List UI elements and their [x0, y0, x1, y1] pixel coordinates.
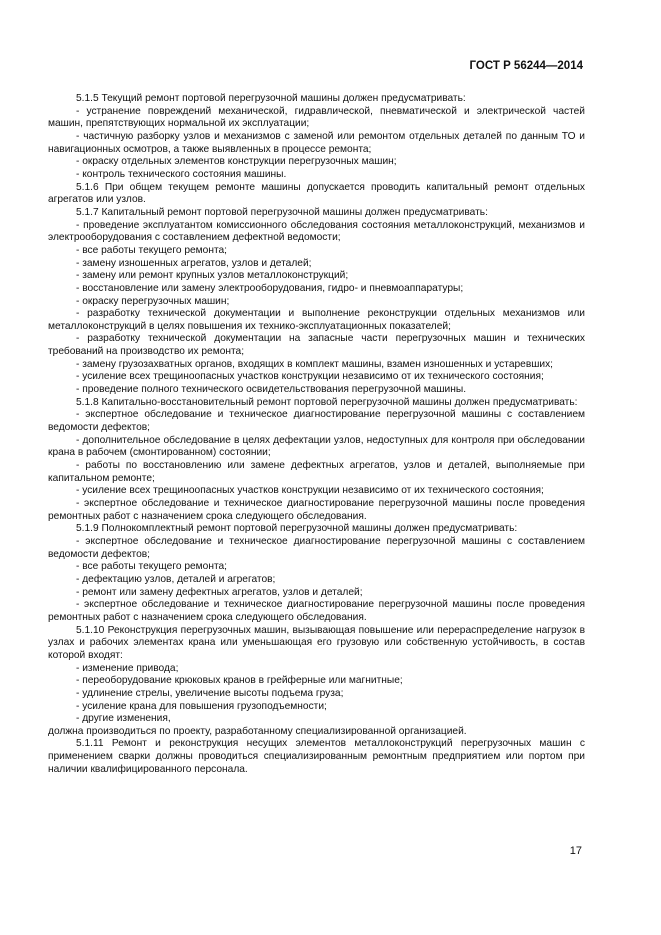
- list-item: - работы по восстановлению или замене дефектных агрегатов, узлов и деталей, выполняемые при капитальном ремонте;: [48, 460, 585, 484]
- list-item: - другие изменения,: [76, 713, 171, 725]
- list-item: - изменение привода;: [76, 662, 179, 674]
- page-number: 17: [569, 845, 582, 857]
- list-item: - устранение повреждений механической, гидравлической, пневматической и электрической частей машин, препятствующих нормальной их эксплуатации;: [48, 105, 585, 130]
- list-item: - замену или ремонт крупных узлов металлоконструкций;: [76, 270, 349, 282]
- list-item: - частичную разборку узлов и механизмов с заменой или ремонтом отдельных деталей по данным ТО и навигационных осмотров, а также выявленных в процессе ремонта;: [48, 130, 585, 155]
- list-item: - окраску перегрузочных машин;: [76, 295, 230, 307]
- list-item: - ремонт или замену дефектных агрегатов, узлов и деталей;: [76, 586, 363, 598]
- paragraph: 5.1.9 Полнокомплектный ремонт портовой перегрузочной машины должен предусматривать:: [76, 523, 518, 535]
- list-item: - экспертное обследование и техническое диагностирование перегрузочной машины с составлением ведомости дефектов;: [48, 535, 585, 560]
- list-item: - разработку технической документации на запасные части перегрузочных машин и технических требований на производство их ремонта;: [48, 333, 585, 358]
- list-item: - разработку технической документации и выполнение реконструкции отдельных механизмов или металлоконструкций в целях повышения их технико-эксплуатационных показателей;: [48, 308, 585, 332]
- paragraph: должна производиться по проекту, разработанному специализированной организацией.: [48, 725, 467, 737]
- paragraph: 5.1.5 Текущий ремонт портовой перегрузочной машины должен предусматривать:: [76, 93, 466, 104]
- list-item: - восстановление или замену электрооборудования, гидро- и пневмоаппаратуры;: [76, 282, 464, 294]
- paragraph: 5.1.6 При общем текущем ремонте машины допускается проводить капитальный ремонт отдельных агрегатов или узлов.: [48, 181, 585, 206]
- list-item: - все работы текущего ремонта;: [76, 244, 228, 256]
- list-item: - переоборудование крюковых кранов в грейферные или магнитные;: [76, 675, 403, 687]
- list-item: - проведение эксплуатантом комиссионного обследования состояния металлоконструкций, механизмов и электрооборудования с составлением дефектной ведомости;: [48, 219, 585, 244]
- list-item: - экспертное обследование и техническое диагностирование перегрузочной машины после проведения ремонтных работ с назначением срока следующего обследования.: [48, 498, 585, 522]
- list-item: - проведение полного технического освидетельствования перегрузочной машины.: [76, 384, 467, 396]
- paragraph: 5.1.8 Капитально-восстановительный ремонт портовой перегрузочной машины должен предусматривать:: [76, 396, 578, 408]
- list-item: - контроль технического состояния машины.: [76, 168, 287, 180]
- list-item: - экспертное обследование и техническое диагностирование перегрузочной машины с составлением ведомости дефектов;: [48, 409, 585, 434]
- list-item: - усиление всех трещиноопасных участков конструкции независимо от их технического состояния;: [76, 371, 544, 383]
- list-item: - все работы текущего ремонта;: [76, 561, 228, 573]
- list-item: - окраску отдельных элементов конструкции перегрузочных машин;: [76, 156, 397, 168]
- list-item: - замену грузозахватных органов, входящих в комплект машины, взамен изношенных и устаревших;: [76, 358, 554, 370]
- paragraph: 5.1.10 Реконструкция перегрузочных машин, вызывающая повышение или перераспределение нагрузок в узлах и рабочих элементах крана или уменьшающая его грузовую или собственную устойчивость, в состав которой входят:: [48, 624, 585, 661]
- list-item: - усиление крана для повышения грузоподъемности;: [76, 700, 327, 712]
- list-item: - дефектацию узлов, деталей и агрегатов;: [76, 573, 276, 585]
- document-id: ГОСТ Р 56244—2014: [469, 60, 583, 72]
- list-item: - дополнительное обследование в целях дефектации узлов, недоступных для контроля при обследовании крана в рабочем (смонтированном) состоянии;: [48, 434, 585, 459]
- list-item: - удлинение стрелы, увеличение высоты подъема груза;: [76, 687, 344, 699]
- paragraph: 5.1.7 Капитальный ремонт портовой перегрузочной машины должен предусматривать:: [76, 206, 488, 218]
- list-item: - экспертное обследование и техническое диагностирование перегрузочной машины после проведения ремонтных работ с назначением срока следующего обследования.: [48, 599, 585, 623]
- paragraph: 5.1.11 Ремонт и реконструкция несущих элементов металлоконструкций перегрузочных машин с применением сварки должны проводиться специализированным ремонтным предприятием или портом при наличии квалифицированного персонала.: [48, 738, 585, 775]
- list-item: - усиление всех трещиноопасных участков конструкции независимо от их технического состояния;: [76, 485, 544, 497]
- list-item: - замену изношенных агрегатов, узлов и деталей;: [76, 257, 312, 269]
- document-body: [48, 93, 585, 776]
